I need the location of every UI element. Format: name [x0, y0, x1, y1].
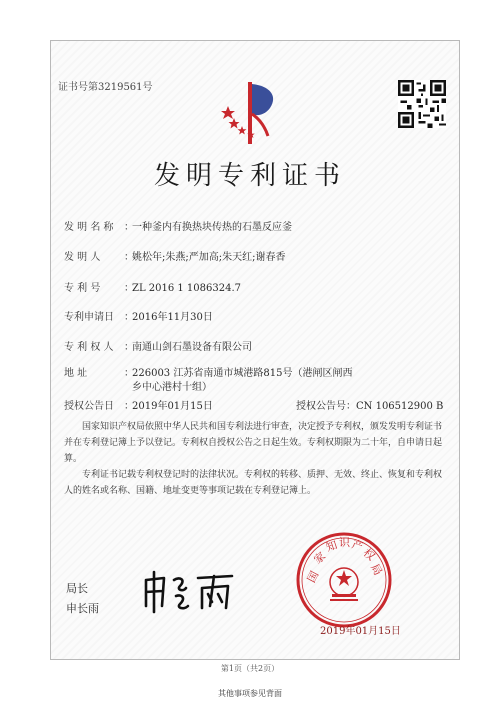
grant-date-label: 授权公告日: [64, 401, 114, 412]
seal-char-1: 家: [311, 549, 329, 567]
seal-char-4: 产: [350, 537, 365, 554]
grant-number: CN 106512900 B: [356, 401, 444, 412]
patentee-label: 专 利 权 人: [64, 342, 114, 353]
filing-date-label: 专利申请日: [64, 312, 114, 323]
signatory-title: 局长: [66, 582, 88, 595]
inventor: 姚松年;朱燕;严加高;朱天红;谢春香: [132, 252, 286, 263]
invention-name-label: 发 明 名 称: [64, 222, 114, 233]
patentee: 南通山剑石墨设备有限公司: [132, 342, 252, 353]
page-indicator: 第1页（共2页）: [220, 664, 280, 673]
inventor-label: 发 明 人: [64, 252, 101, 263]
invention-name: 一种釜内有换热块传热的石墨反应釜: [132, 222, 292, 233]
legal-status-statement: 专利证书记载专利权登记时的法律状况。专利权的转移、质押、无效、终止、恢复和专利权人的姓名或名称、国籍、地址变更等事项记载在专利登记簿上。: [64, 470, 443, 496]
seal-date: 2019年01月15日: [320, 626, 401, 637]
patent-number: ZL 2016 1 1086324.7: [132, 283, 242, 294]
grant-number-group: 授权公告号：CN 106512900 B: [296, 401, 444, 412]
footer-note: 其他事项参见背面: [218, 689, 282, 698]
certificate-number: 证书号第3219561号: [58, 82, 153, 93]
official-seal: [294, 530, 394, 630]
grant-statement: 国家知识产权局依照中华人民共和国专利法进行审查，决定授予专利权，颁发发明专利证书并在专利登记簿上予以登记。专利权自授权公告之日起生效。专利权期限为二十年，自申请日起算。: [64, 422, 443, 464]
signatory-name: 申长雨: [66, 602, 99, 615]
cnipa-logo-icon: [218, 76, 282, 146]
address: 226003 江苏省南通市城港路815号（港闸区闸西乡中心港村十组）: [132, 368, 353, 393]
grant-date: 2019年01月15日: [132, 401, 213, 412]
seal-char-2: 知: [324, 538, 339, 555]
seal-char-5: 权: [360, 546, 378, 564]
filing-date: 2016年11月30日: [132, 312, 213, 323]
address-label: 地 址: [64, 368, 88, 379]
seal-char-3: 识: [339, 536, 350, 549]
seal-char-6: 局: [367, 561, 385, 578]
qr-code-icon: [398, 80, 446, 128]
seal-char-0: 国: [304, 569, 322, 585]
signature-image: [140, 566, 240, 614]
patent-number-label: 专 利 号: [64, 283, 101, 294]
grant-number-label: 授权公告号: [296, 401, 346, 412]
certificate-title: 发明专利证书: [153, 161, 346, 191]
